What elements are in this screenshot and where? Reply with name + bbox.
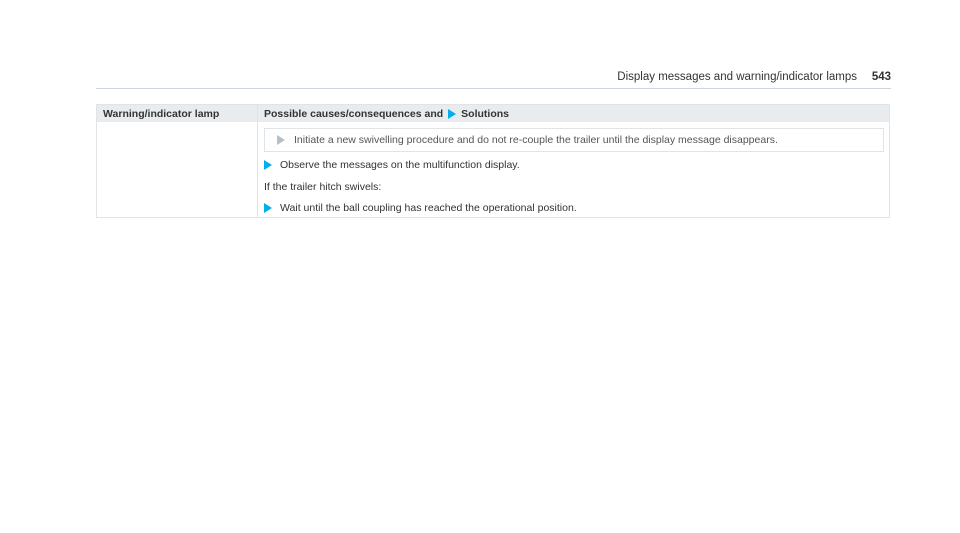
right-triangle-icon <box>277 135 285 145</box>
column-divider <box>257 105 258 217</box>
boxed-step-text: Initiate a new swivelling procedure and do not re-couple the trailer until the display message disappears. <box>294 134 778 146</box>
step-wait-text: Wait until the ball coupling has reached the operational position. <box>280 202 577 214</box>
boxed-step <box>264 128 884 152</box>
page-number: 543 <box>871 71 891 83</box>
column-header-solutions: Solutions <box>461 108 510 120</box>
step-wait <box>264 202 577 214</box>
right-triangle-icon <box>264 203 272 213</box>
step-observe <box>264 159 520 171</box>
right-triangle-icon <box>448 109 456 119</box>
header-title: Display messages and warning/indicator lamps <box>617 71 857 83</box>
condition-text: If the trailer hitch swivels: <box>264 181 382 193</box>
table-header-row <box>97 105 889 122</box>
step-observe-text: Observe the messages on the multifunction display. <box>280 159 520 171</box>
page-header <box>96 70 891 89</box>
warning-table <box>96 104 890 218</box>
column-header-lamp: Warning/indicator lamp <box>103 108 220 120</box>
column-header-causes-solutions <box>264 108 509 120</box>
right-triangle-icon <box>264 160 272 170</box>
column-header-causes: Possible causes/consequences and <box>264 108 444 120</box>
